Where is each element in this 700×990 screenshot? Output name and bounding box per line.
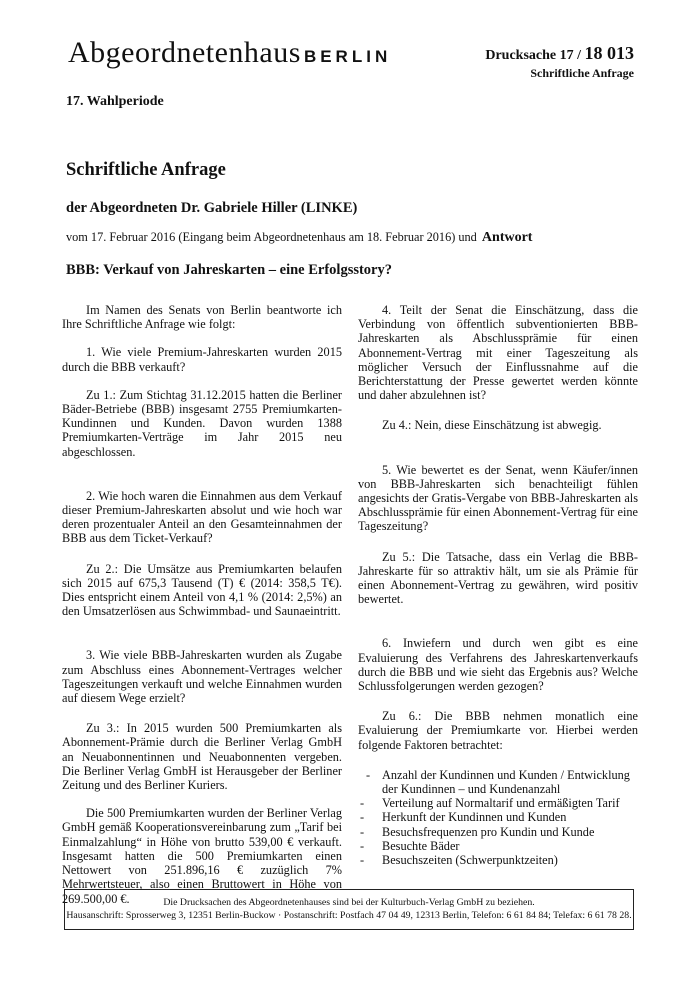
dates-line bbox=[66, 230, 532, 246]
question-3: 3. Wie viele BBB-Jahreskarten wurden als Zugabe zum Abschluss eines Abonnement-Vertrages welcher Tageszeitungen verkauft und welche Einnahmen wurden auf diesem Wege erzielt? bbox=[62, 648, 342, 706]
logo-city: BERLIN bbox=[303, 47, 392, 66]
subject-line: BBB: Verkauf von Jahreskarten – eine Erfolgsstory? bbox=[66, 262, 392, 278]
dates-text: vom 17. Februar 2016 (Eingang beim Abgeordnetenhaus am 18. Februar 2016) und bbox=[66, 230, 477, 244]
footer-box bbox=[64, 889, 634, 930]
question-4: 4. Teilt der Senat die Einschätzung, dass die Verbindung von öffentlich subventionierten BBB-Jahreskarten als Abschlussprämie für einen Abonnement-Vertrag mit einer Tageszeitung als möglicher Versuch der Einflussnahme auf die Berichterstattung der Presse gewertet werden könnte und daher abzulehnen ist? bbox=[358, 303, 638, 403]
drucksache-number bbox=[485, 43, 634, 64]
answer-label: Antwort bbox=[481, 230, 533, 245]
doc-type: Schriftliche Anfrage bbox=[530, 66, 634, 80]
list-item: - Anzahl der Kundinnen und Kunden / Entwicklung der Kundinnen – und Kundenanzahl bbox=[358, 768, 638, 796]
drucksache-label: Drucksache 17 / bbox=[485, 48, 581, 63]
evaluation-factors-list bbox=[358, 768, 638, 867]
list-item: - Besuchsfrequenzen pro Kundin und Kunde bbox=[358, 825, 638, 839]
question-2: 2. Wie hoch waren die Einnahmen aus dem Verkauf dieser Premium-Jahreskarten absolut und wie hoch war deren prozentualer Anteil an den Gesamteinnahmen der BBB aus dem Ticket-Verkauf? bbox=[62, 488, 342, 546]
list-item: - Besuchte Bäder bbox=[358, 839, 638, 853]
question-5: 5. Wie bewertet es der Senat, wenn Käufer/innen von BBB-Jahreskarten sich benachteiligt fühlen angesichts der Gratis-Vergabe von BBB-Jahreskarten als Abschlussprämie für einen Abonnement-Vertrag für eine Tageszeitung? bbox=[358, 462, 638, 534]
list-item: - Besuchszeiten (Schwerpunktzeiten) bbox=[358, 853, 638, 867]
author-line: der Abgeordneten Dr. Gabriele Hiller (LINKE) bbox=[66, 200, 358, 216]
list-item: - Herkunft der Kundinnen und Kunden bbox=[358, 810, 638, 824]
answer-3: Zu 3.: In 2015 wurden 500 Premiumkarten als Abonnement-Prämie durch die Berliner Verlag GmbH an Neuabonnentinnen und Neuabonnenten vergeben. Die Berliner Verlag GmbH ist Herausgeber der Berliner Zeitung und des Berliner Kuriers. bbox=[62, 721, 342, 793]
parliament-logo bbox=[68, 36, 391, 70]
page-title: Schriftliche Anfrage bbox=[66, 160, 226, 180]
question-6: 6. Inwiefern und durch wen gibt es eine Evaluierung des Verfahrens des Jahreskartenverkaufs durch die BBB und wie sieht das Ergebnis aus? Welche Schlussfolgerungen werden gezogen? bbox=[358, 636, 638, 694]
drucksache-value: 18 013 bbox=[584, 43, 634, 63]
answer-6: Zu 6.: Die BBB nehmen monatlich eine Evaluierung der Premiumkarte vor. Hierbei werden folgende Faktoren betrachtet: bbox=[358, 709, 638, 752]
left-column bbox=[62, 303, 342, 906]
right-column bbox=[358, 303, 638, 867]
answer-4: Zu 4.: Nein, diese Einschätzung ist abwegig. bbox=[382, 418, 602, 433]
intro-paragraph: Im Namen des Senats von Berlin beantworte ich Ihre Schriftliche Anfrage wie folgt: bbox=[62, 303, 342, 332]
answer-5: Zu 5.: Die Tatsache, dass ein Verlag die BBB-Jahreskarte für so attraktiv hält, um sie als Prämie für einen Abonnement-Vertrag zu gewähren, wird positiv bewertet. bbox=[358, 549, 638, 607]
answer-1: Zu 1.: Zum Stichtag 31.12.2015 hatten die Berliner Bäder-Betriebe (BBB) insgesamt 2755 Premiumkarten-Kundinnen und Kunden. Davon wurden 1388 Premiumkarten-Verträge im Jahr 2015 neu abgeschlossen. bbox=[62, 387, 342, 459]
footer-line-1: Die Drucksachen des Abgeordnetenhauses sind bei der Kulturbuch-Verlag GmbH zu beziehen. bbox=[163, 897, 535, 908]
logo-word: Abgeordnetenhaus bbox=[68, 36, 301, 69]
list-item: - Verteilung auf Normaltarif und ermäßigten Tarif bbox=[358, 796, 638, 810]
question-1: 1. Wie viele Premium-Jahreskarten wurden 2015 durch die BBB verkauft? bbox=[62, 345, 342, 374]
answer-3-continued: Die 500 Premiumkarten wurden der Berliner Verlag GmbH gemäß Kooperationsvereinbarung zum „Tarif bei Einmalzahlung“ in Höhe von brutto 539,00 € verkauft. Insgesamt hatten die 500 Premiumkarten einen Nettowert von 251.896,16 € zuzüglich 7% Mehrwertsteuer, also einen Bruttowert in Höhe von 269.500,00 €. bbox=[62, 806, 342, 906]
footer-line-2: Hausanschrift: Sprosserweg 3, 12351 Berlin-Buckow · Postanschrift: Postfach 47 04 49, 12313 Berlin, Telefon: 6 61 84 84; Telefax: 6 61 78 28. bbox=[66, 910, 632, 921]
wahlperiode: 17. Wahlperiode bbox=[66, 94, 164, 109]
answer-2: Zu 2.: Die Umsätze aus Premiumkarten belaufen sich 2015 auf 675,3 Tausend (T) € (2014: 358,5 T€). Dies entspricht einem Anteil von 4,1 % (2014: 2,5%) an den Umsatzerlösen aus Schwimmbad- und Saunaeintritt. bbox=[62, 561, 342, 619]
